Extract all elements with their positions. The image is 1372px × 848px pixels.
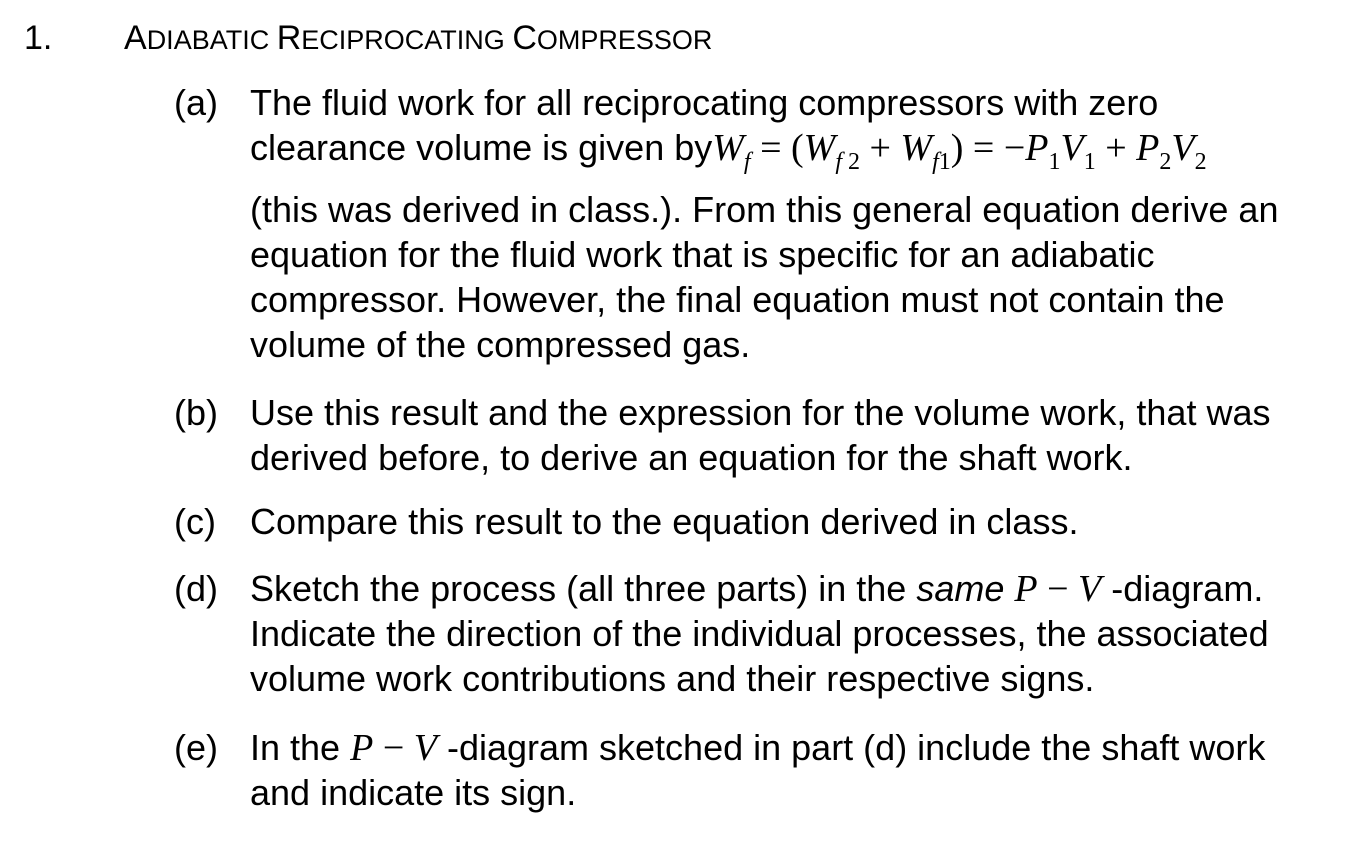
part-b [174,390,1364,482]
part-e-line-1 [250,725,1364,770]
part-d-label: (d) [174,568,218,609]
title-rest-1: DIABATIC [146,25,277,55]
part-a-line-4: equation for the fluid work that is specific for an adiabatic [250,234,1155,275]
part-a [174,80,1364,370]
part-b-line-1: Use this result and the expression for the volume work, that was [250,392,1271,433]
part-e-label: (e) [174,727,218,768]
part-a-line-1: The fluid work for all reciprocating compressors with zero [250,82,1159,123]
part-c [174,499,1364,545]
part-d-line-3: volume work contributions and their respective signs. [250,658,1095,699]
part-a-line-3: (this was derived in class.). From this general equation derive an [250,189,1279,230]
part-d-line-1-pre: Sketch the process (all three parts) in the [250,568,917,609]
title-rest-2: ECIPROCATING [301,25,513,55]
part-a-line-5: compressor. However, the final equation must not contain the [250,279,1225,320]
part-a-body [250,80,1364,367]
part-d [174,566,1364,702]
part-e-line-1-post: -diagram sketched in part (d) include the shaft work [446,727,1266,768]
part-a-line-6: volume of the compressed gas. [250,324,751,365]
part-d-line-2: Indicate the direction of the individual processes, the associated [250,613,1269,654]
part-d-line-1-post: -diagram. [1111,568,1264,609]
part-e [174,725,1364,817]
part-b-label: (b) [174,392,218,433]
title-cap-1: A [124,19,147,57]
part-b-body [250,390,1364,480]
part-e-line-2: and indicate its sign. [250,772,577,813]
part-d-emphasis: same [916,568,1005,609]
part-c-line-1: Compare this result to the equation derived in class. [250,501,1079,542]
part-a-label: (a) [174,82,218,123]
part-d-line-1 [250,566,1364,611]
pv-diagram-math-e: P − V [350,727,437,769]
question-title [124,18,712,60]
part-a-line-2-text: clearance volume is given by [250,127,713,168]
part-e-body [250,725,1364,815]
part-b-line-2: derived before, to derive an equation for the shaft work. [250,437,1133,478]
title-cap-3: C [512,19,537,57]
pv-diagram-math: P − V [1014,568,1102,610]
question-number: 1. [24,19,53,57]
part-c-label: (c) [174,501,216,542]
part-c-body [250,499,1364,544]
part-d-body [250,566,1364,701]
title-cap-2: R [276,19,302,57]
fluid-work-equation: $W_f = (W_{f 2} + W_{f1}) = -P_1V_1 + P_2V_2$ [712,127,1207,175]
part-e-line-1-pre: In the [250,727,341,768]
part-a-line-2 [250,125,1364,187]
title-rest-3: OMPRESSOR [536,25,713,55]
